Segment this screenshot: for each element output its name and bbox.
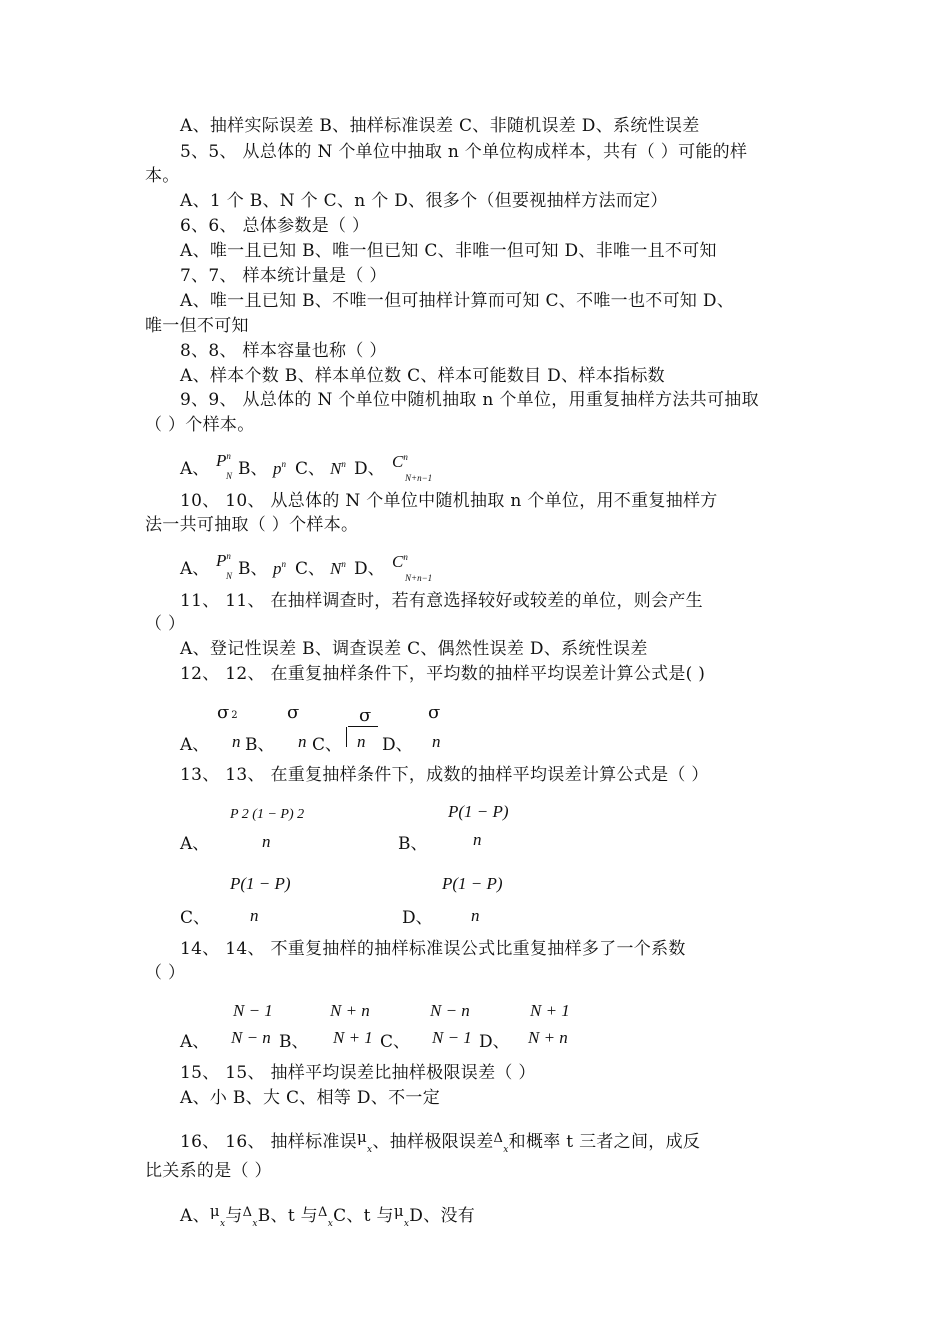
numerator: N − n xyxy=(430,1001,470,1020)
text-line: （ ）个样本。 xyxy=(145,415,255,435)
sub-n: N xyxy=(226,571,233,581)
denominator-n: n xyxy=(473,830,482,849)
text-line: （ ） xyxy=(145,614,186,634)
formula-n-pow: $N^n$ xyxy=(330,459,346,478)
mu-symbol: μ xyxy=(393,1202,404,1220)
numerator-c: P(1 − P) xyxy=(230,874,291,893)
denominator: N − n xyxy=(231,1028,271,1047)
question-12: 12、 12、 在重复抽样条件下，平均数的抽样平均误差计算公式是( ) xyxy=(180,664,706,684)
options-8: A、样本个数 B、样本单位数 C、样本可能数目 D、样本指标数 xyxy=(180,366,665,386)
question-16: 16、 16、 抽样标准误$\mu_x$、抽样极限误差$^\Delta_x$和概率 t 三者之间，成反 xyxy=(180,1128,701,1155)
delta-symbol: Δ xyxy=(317,1205,328,1220)
option-label-d: D、 xyxy=(382,735,413,755)
option-label-c: C、 xyxy=(295,459,326,479)
sigma: σ xyxy=(428,702,441,723)
numerator-b: P(1 − P) xyxy=(448,802,509,821)
text-line: （ ） xyxy=(145,963,186,983)
delta-symbol: Δ xyxy=(242,1205,253,1220)
options-7: A、唯一且已知 B、不唯一但可抽样计算而可知 C、不唯一也不可知 D、 xyxy=(180,291,735,311)
option-label-a: A、 xyxy=(180,834,210,854)
formula-n-pow: $N^n$ xyxy=(330,559,346,578)
sigma-squared: σ 2 xyxy=(217,702,238,723)
option-label-d: D、 xyxy=(402,908,433,928)
option-label-c: C、 xyxy=(295,559,326,579)
denominator-n: n xyxy=(298,732,307,751)
mu-symbol: μ xyxy=(209,1202,220,1220)
denominator-n: n xyxy=(357,732,366,751)
sigma: σ xyxy=(287,702,300,723)
formula-p: $P^n$ xyxy=(216,551,231,570)
option-label-d: D、 xyxy=(354,459,385,479)
denominator: N − 1 xyxy=(432,1028,472,1047)
text-line: 法一共可抽取（ ）个样本。 xyxy=(145,515,359,535)
sqrt-bar xyxy=(346,727,347,747)
options-6: A、唯一且已知 B、唯一但已知 C、非唯一但可知 D、非唯一且不可知 xyxy=(180,241,717,261)
text-line: 比关系的是（ ） xyxy=(145,1161,272,1181)
option-label-b: B、 xyxy=(238,459,268,479)
denominator-n: n xyxy=(432,732,441,751)
denominator-n: n xyxy=(262,832,271,851)
sub-n: N xyxy=(226,471,233,481)
question-15: 15、 15、 抽样平均误差比抽样极限误差（ ） xyxy=(180,1063,536,1083)
denominator: N + 1 xyxy=(333,1028,373,1047)
option-label-c: C、 xyxy=(380,1032,411,1052)
option-label-b: B、 xyxy=(279,1032,309,1052)
numerator-a: P 2 (1 − P) 2 xyxy=(230,807,305,822)
numerator: N + n xyxy=(330,1001,370,1020)
question-8: 8、8、 样本容量也称（ ） xyxy=(180,341,387,361)
text-line: A、抽样实际误差 B、抽样标准误差 C、非随机误差 D、系统性误差 xyxy=(180,116,700,136)
option-label-b: B、 xyxy=(238,559,268,579)
option-label-b: B、 xyxy=(245,735,275,755)
options-15: A、小 B、大 C、相等 D、不一定 xyxy=(180,1088,441,1108)
option-label-d: D、 xyxy=(354,559,385,579)
sub-nn1: N+n−1 xyxy=(405,573,433,583)
text-line: 唯一但不可知 xyxy=(145,316,249,336)
denominator-n: n xyxy=(250,906,259,925)
sup-n: n xyxy=(226,451,231,461)
option-label-d: D、 xyxy=(479,1032,510,1052)
question-6: 6、6、 总体参数是（ ） xyxy=(180,216,370,236)
numerator: N + 1 xyxy=(530,1001,570,1020)
options-11: A、登记性误差 B、调查误差 C、偶然性误差 D、系统性误差 xyxy=(180,639,648,659)
option-label-a: A、 xyxy=(180,735,210,755)
text-line: 本。 xyxy=(145,166,180,186)
question-10: 10、 10、 从总体的 N 个单位中随机抽取 n 个单位，用不重复抽样方 xyxy=(180,491,718,511)
option-label-b: B、 xyxy=(398,834,428,854)
option-label-a: A、 xyxy=(180,459,210,479)
mu-symbol: μ xyxy=(356,1128,368,1146)
options-5: A、1 个 B、N 个 C、n 个 D、很多个（但要视抽样方法而定） xyxy=(180,191,668,211)
option-label-a: A、 xyxy=(180,1032,210,1052)
delta-symbol: Δ xyxy=(493,1131,504,1146)
question-13: 13、 13、 在重复抽样条件下，成数的抽样平均误差计算公式是（ ） xyxy=(180,765,709,785)
symbol-p: P xyxy=(216,451,227,470)
denominator: N + n xyxy=(528,1028,568,1047)
numerator-d: P(1 − P) xyxy=(442,874,503,893)
option-label-a: A、 xyxy=(180,559,210,579)
option-label-c: C、 xyxy=(180,908,211,928)
formula-c: $C^n$ xyxy=(392,452,408,471)
denominator-n: n xyxy=(471,906,480,925)
sqrt-bar xyxy=(348,726,378,727)
sub-nn1: N+n−1 xyxy=(405,473,433,483)
question-7: 7、7、 样本统计量是（ ） xyxy=(180,266,387,286)
options-16: A、$\mu_x$与$^\Delta_x$B、t 与$^\Delta_x$C、t 与$\mu_xD$、没有 xyxy=(180,1202,476,1229)
question-11: 11、 11、 在抽样调查时，若有意选择较好或较差的单位，则会产生 xyxy=(180,591,703,611)
formula-p-lower: $p^n$ xyxy=(273,459,286,478)
formula-p-lower: $p^n$ xyxy=(273,559,286,578)
denominator-n: n xyxy=(232,732,241,751)
formula-c: $C^n$ xyxy=(392,552,408,571)
numerator: N − 1 xyxy=(233,1001,273,1020)
sigma: σ xyxy=(359,705,372,726)
question-9: 9、9、 从总体的 N 个单位中随机抽取 n 个单位，用重复抽样方法共可抽取 xyxy=(180,390,759,410)
option-label-c: C、 xyxy=(312,735,343,755)
question-5: 5、5、 从总体的 N 个单位中抽取 n 个单位构成样本，共有（ ）可能的样 xyxy=(180,142,748,162)
question-14: 14、 14、 不重复抽样的抽样标准误公式比重复抽样多了一个系数 xyxy=(180,939,686,959)
